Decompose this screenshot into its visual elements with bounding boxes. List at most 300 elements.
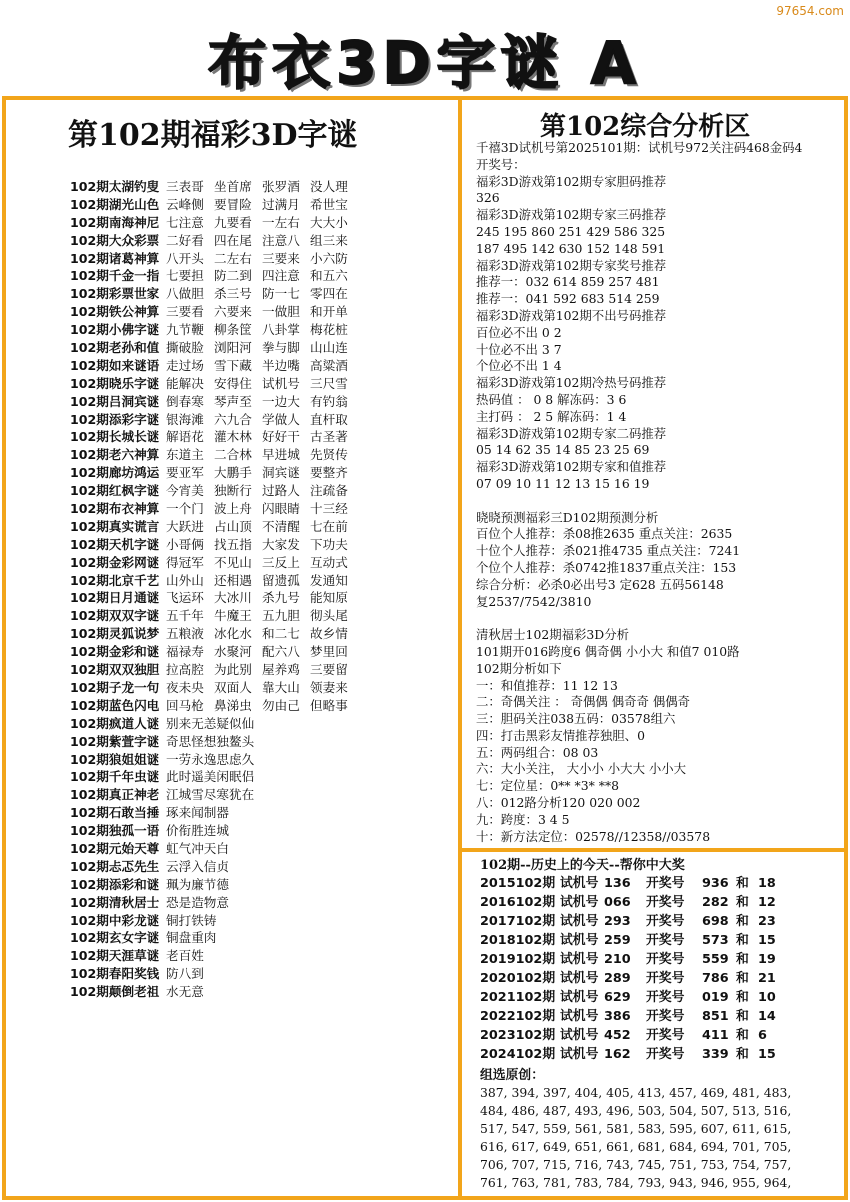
puzzle-clue: 鼻涕虫 bbox=[214, 697, 252, 713]
puzzle-row bbox=[70, 214, 456, 232]
puzzle-row bbox=[70, 625, 456, 643]
sum-label: 和 bbox=[736, 895, 749, 910]
sum-value: 19 bbox=[758, 952, 776, 967]
analysis-line: 福彩3D游戏第102期专家三码推荐 bbox=[476, 207, 667, 223]
puzzle-clue: 二合林 bbox=[214, 447, 252, 463]
puzzle-clue: 古圣著 bbox=[310, 429, 348, 445]
puzzle-clue: 柳条筐 bbox=[214, 322, 252, 338]
puzzle-clue: 五九胆 bbox=[262, 608, 300, 624]
puzzle-clue: 一劳永逸思虑久 bbox=[166, 751, 255, 767]
analysis-line: 综合分析：必杀0必出号3 定628 五码56148 bbox=[476, 576, 724, 592]
analysis-line: 百位必不出 0 2 bbox=[476, 324, 562, 340]
history-row bbox=[480, 874, 776, 893]
puzzle-row bbox=[70, 768, 456, 786]
draw-number: 339 bbox=[702, 1047, 729, 1062]
puzzle-clue: 云浮入信贞 bbox=[166, 858, 229, 874]
test-number-label: 试机号 bbox=[560, 895, 599, 910]
history-row bbox=[480, 1045, 776, 1064]
puzzle-source: 102期双双独胆 bbox=[70, 662, 160, 678]
history-row bbox=[480, 893, 776, 912]
puzzle-row bbox=[70, 250, 456, 268]
puzzle-source: 102期天涯草谜 bbox=[70, 948, 160, 964]
puzzle-row bbox=[70, 661, 456, 679]
puzzle-row bbox=[70, 303, 456, 321]
puzzle-clue: 不见山 bbox=[214, 554, 252, 570]
sum-value: 10 bbox=[758, 990, 776, 1005]
analysis-lines bbox=[476, 140, 842, 845]
puzzle-row bbox=[70, 196, 456, 214]
puzzle-source: 102期紫萱字谜 bbox=[70, 733, 160, 749]
puzzle-clue: 波上舟 bbox=[214, 501, 252, 517]
puzzle-source: 102期晓乐字谜 bbox=[70, 375, 160, 391]
puzzle-row bbox=[70, 411, 456, 429]
puzzle-clue: 要亚军 bbox=[166, 465, 204, 481]
analysis-line: 十位个人推荐：杀021推4735 重点关注：7241 bbox=[476, 543, 741, 559]
puzzle-clue: 四在尾 bbox=[214, 232, 252, 248]
puzzle-clue: 发通知 bbox=[310, 572, 348, 588]
puzzle-row bbox=[70, 339, 456, 357]
draw-number: 786 bbox=[702, 971, 729, 986]
puzzle-clue: 三要看 bbox=[166, 304, 204, 320]
puzzle-row bbox=[70, 804, 456, 822]
puzzle-row bbox=[70, 267, 456, 285]
puzzle-row bbox=[70, 607, 456, 625]
puzzle-row bbox=[70, 822, 456, 840]
analysis-line: 十：新方法定位：02578//12358//03578 bbox=[476, 828, 711, 844]
puzzle-clue: 回马枪 bbox=[166, 697, 204, 713]
puzzle-clue: 能知原 bbox=[310, 590, 348, 606]
puzzle-source: 102期老六神算 bbox=[70, 447, 160, 463]
draw-number-label: 开奖号 bbox=[646, 1047, 685, 1062]
puzzle-clue: 一边大 bbox=[262, 393, 300, 409]
puzzle-source: 102期千年虫谜 bbox=[70, 769, 160, 785]
puzzle-clue: 飞运环 bbox=[166, 590, 204, 606]
draw-number: 573 bbox=[702, 933, 729, 948]
combo-line: 616, 617, 649, 651, 661, 681, 684, 694, 701, 705, bbox=[480, 1139, 792, 1154]
history-row bbox=[480, 988, 776, 1007]
puzzle-source: 102期千金一指 bbox=[70, 268, 160, 284]
puzzle-clue: 防八到 bbox=[166, 966, 204, 982]
puzzle-clue: 四注意 bbox=[262, 268, 300, 284]
puzzle-source: 102期忐忑先生 bbox=[70, 858, 160, 874]
puzzle-clue: 独断行 bbox=[214, 483, 252, 499]
puzzle-clue: 洞宾谜 bbox=[262, 465, 300, 481]
analysis-line: 福彩3D游戏第102期冷热号码推荐 bbox=[476, 375, 667, 391]
puzzle-clue: 三尺雪 bbox=[310, 375, 348, 391]
puzzle-clue: 三要留 bbox=[310, 662, 348, 678]
puzzle-row bbox=[70, 858, 456, 876]
site-watermark: 97654.com bbox=[776, 4, 844, 18]
puzzle-row bbox=[70, 751, 456, 769]
puzzle-row bbox=[70, 428, 456, 446]
sum-value: 12 bbox=[758, 895, 776, 910]
puzzle-row bbox=[70, 697, 456, 715]
history-period: 2016102期 bbox=[480, 895, 556, 910]
puzzle-source: 102期铁公神算 bbox=[70, 304, 160, 320]
puzzle-source: 102期日月通谜 bbox=[70, 590, 160, 606]
analysis-line: 八：012路分析120 020 002 bbox=[476, 795, 641, 811]
puzzle-clue: 珮为廉节德 bbox=[166, 876, 229, 892]
history-period: 2020102期 bbox=[480, 971, 556, 986]
puzzle-source: 102期大众彩票 bbox=[70, 232, 160, 248]
puzzle-clue: 铜打铁铸 bbox=[166, 912, 217, 928]
puzzle-source: 102期南海神尼 bbox=[70, 214, 160, 230]
sum-value: 23 bbox=[758, 914, 776, 929]
puzzle-source: 102期狼姐姐谜 bbox=[70, 751, 160, 767]
puzzle-clue: 梦里回 bbox=[310, 644, 348, 660]
puzzle-clue: 老百姓 bbox=[166, 948, 204, 964]
history-panel bbox=[464, 852, 844, 1196]
draw-number: 282 bbox=[702, 895, 729, 910]
sum-value: 18 bbox=[758, 876, 776, 891]
puzzle-clue: 梅花桩 bbox=[310, 322, 348, 338]
puzzle-clue: 八开头 bbox=[166, 250, 204, 266]
puzzle-clue: 别来无恙疑似仙 bbox=[166, 715, 255, 731]
puzzle-clue: 希世宝 bbox=[310, 196, 348, 212]
puzzle-source: 102期疯道人谜 bbox=[70, 715, 160, 731]
test-number: 289 bbox=[604, 971, 631, 986]
puzzle-source: 102期彩票世家 bbox=[70, 286, 160, 302]
puzzle-clue: 坐首席 bbox=[214, 179, 252, 194]
puzzle-clue: 东道主 bbox=[166, 447, 204, 463]
analysis-line: 主打码 ： 2 5 解冻码：1 4 bbox=[476, 408, 627, 424]
puzzle-row bbox=[70, 500, 456, 518]
puzzle-clue: 福禄寿 bbox=[166, 644, 204, 660]
test-number-label: 试机号 bbox=[560, 876, 599, 891]
analysis-line: 326 bbox=[476, 190, 500, 206]
sum-label: 和 bbox=[736, 952, 749, 967]
puzzle-clue: 早进城 bbox=[262, 447, 300, 463]
draw-number-label: 开奖号 bbox=[646, 876, 685, 891]
puzzle-clue: 二好看 bbox=[166, 232, 204, 248]
puzzle-clue: 三要来 bbox=[262, 250, 300, 266]
puzzle-clue: 试机号 bbox=[262, 375, 300, 391]
puzzle-row bbox=[70, 536, 456, 554]
puzzle-clue: 八做胆 bbox=[166, 286, 204, 302]
puzzle-clue: 一个门 bbox=[166, 501, 204, 517]
column-divider bbox=[458, 100, 462, 1200]
puzzle-source: 102期子龙一句 bbox=[70, 679, 160, 695]
puzzle-source: 102期玄女字谜 bbox=[70, 930, 160, 946]
puzzle-source: 102期天机字谜 bbox=[70, 536, 160, 552]
test-number-label: 试机号 bbox=[560, 952, 599, 967]
puzzle-clue: 江城雪尽寒犹在 bbox=[166, 787, 255, 803]
combo-line: 517, 547, 559, 561, 581, 583, 595, 607, 611, 615, bbox=[480, 1121, 792, 1136]
puzzle-row bbox=[70, 572, 456, 590]
puzzle-clue: 走过场 bbox=[166, 357, 204, 373]
puzzle-source: 102期真实谎言 bbox=[70, 518, 160, 534]
puzzle-row bbox=[70, 482, 456, 500]
puzzle-clue: 闪眼睛 bbox=[262, 501, 300, 517]
draw-number: 559 bbox=[702, 952, 729, 967]
draw-number-label: 开奖号 bbox=[646, 914, 685, 929]
puzzle-row bbox=[70, 393, 456, 411]
puzzle-clue: 不清醒 bbox=[262, 518, 300, 534]
puzzle-clue: 拳与脚 bbox=[262, 340, 300, 356]
puzzle-source: 102期老孙和值 bbox=[70, 340, 160, 356]
test-number: 293 bbox=[604, 914, 631, 929]
analysis-line: 九：跨度：3 4 5 bbox=[476, 811, 570, 827]
history-period: 2023102期 bbox=[480, 1028, 556, 1043]
analysis-line: 十位必不出 3 7 bbox=[476, 341, 562, 357]
puzzle-clue: 三表哥 bbox=[166, 179, 204, 194]
sum-label: 和 bbox=[736, 1028, 749, 1043]
history-period: 2019102期 bbox=[480, 952, 556, 967]
test-number: 136 bbox=[604, 876, 631, 891]
test-number-label: 试机号 bbox=[560, 971, 599, 986]
puzzle-clue: 二左右 bbox=[214, 250, 252, 266]
analysis-line: 复2537/7542/3810 bbox=[476, 593, 592, 609]
puzzle-clue: 山山连 bbox=[310, 340, 348, 356]
puzzle-clue: 屋养鸡 bbox=[262, 662, 300, 678]
puzzle-clue: 高粱酒 bbox=[310, 357, 348, 373]
puzzle-clue: 但略事 bbox=[310, 697, 348, 713]
history-row bbox=[480, 1026, 776, 1045]
analysis-line: 福彩3D游戏第102期专家胆码推荐 bbox=[476, 173, 667, 189]
puzzle-panel-title: 第102期福彩3D字谜 bbox=[68, 118, 358, 153]
puzzle-clue: 小哥俩 bbox=[166, 536, 204, 552]
history-row bbox=[480, 969, 776, 988]
history-period: 2017102期 bbox=[480, 914, 556, 929]
analysis-line: 推荐一：032 614 859 257 481 bbox=[476, 274, 660, 290]
test-number: 629 bbox=[604, 990, 631, 1005]
puzzle-clue: 占山顶 bbox=[214, 518, 252, 534]
puzzle-source: 102期太湖钓叟 bbox=[70, 179, 160, 194]
analysis-line: 晓晓预测福彩三D102期预测分析 bbox=[476, 509, 659, 525]
puzzle-clue: 此时遥美闲眠侣 bbox=[166, 769, 255, 785]
puzzle-row bbox=[70, 321, 456, 339]
analysis-line: 07 09 10 11 12 13 15 16 19 bbox=[476, 475, 650, 491]
analysis-line: 101期开016跨度6 偶奇偶 小小大 和值7 010路 bbox=[476, 643, 740, 659]
analysis-line: 福彩3D游戏第102期专家二码推荐 bbox=[476, 425, 667, 441]
puzzle-clue: 和开单 bbox=[310, 304, 348, 320]
analysis-line: 福彩3D游戏第102期专家奖号推荐 bbox=[476, 257, 667, 273]
test-number-label: 试机号 bbox=[560, 1028, 599, 1043]
test-number: 259 bbox=[604, 933, 631, 948]
puzzle-clue: 雪下藏 bbox=[214, 357, 252, 373]
history-period: 2022102期 bbox=[480, 1009, 556, 1024]
analysis-spacer bbox=[476, 610, 842, 627]
puzzle-clue: 靠大山 bbox=[262, 679, 300, 695]
puzzle-clue: 银海滩 bbox=[166, 411, 204, 427]
puzzle-source: 102期小佛字谜 bbox=[70, 322, 160, 338]
puzzle-clue: 大跃进 bbox=[166, 518, 204, 534]
analysis-line: 二：奇偶关注 ： 奇偶偶 偶奇奇 偶偶奇 bbox=[476, 694, 691, 710]
test-number-label: 试机号 bbox=[560, 990, 599, 1005]
test-number-label: 试机号 bbox=[560, 914, 599, 929]
sum-label: 和 bbox=[736, 914, 749, 929]
puzzle-source: 102期廊坊鸿运 bbox=[70, 465, 160, 481]
puzzle-clue: 大鹏手 bbox=[214, 465, 252, 481]
puzzle-clue: 安得住 bbox=[214, 375, 252, 391]
puzzle-row bbox=[70, 947, 456, 965]
puzzle-clue: 大家发 bbox=[262, 536, 300, 552]
puzzle-row bbox=[70, 983, 456, 1001]
analysis-line: 热码值 ： 0 8 解冻码：3 6 bbox=[476, 391, 627, 407]
puzzle-clue: 零四在 bbox=[310, 286, 348, 302]
analysis-line: 一：和值推荐：11 12 13 bbox=[476, 677, 618, 693]
puzzle-source: 102期金彩网谜 bbox=[70, 554, 160, 570]
analysis-line: 五：两码组合：08 03 bbox=[476, 744, 599, 760]
puzzle-row bbox=[70, 894, 456, 912]
puzzle-source: 102期添彩字谜 bbox=[70, 411, 160, 427]
puzzle-clue: 奇思怪想独鳌头 bbox=[166, 733, 255, 749]
puzzle-clue: 和二七 bbox=[262, 626, 300, 642]
puzzle-clue: 九要看 bbox=[214, 214, 252, 230]
puzzle-source: 102期独孤一语 bbox=[70, 823, 160, 839]
puzzle-clue: 防二到 bbox=[214, 268, 252, 284]
draw-number: 851 bbox=[702, 1009, 729, 1024]
puzzle-row bbox=[70, 178, 456, 196]
puzzle-clue: 和五六 bbox=[310, 268, 348, 284]
puzzle-clue: 今宵美 bbox=[166, 483, 204, 499]
combo-line: 761, 763, 781, 783, 784, 793, 943, 946, 955, 964, bbox=[480, 1175, 792, 1190]
puzzle-clue: 浏阳河 bbox=[214, 340, 252, 356]
puzzle-clue: 七在前 bbox=[310, 518, 348, 534]
draw-number: 019 bbox=[702, 990, 729, 1005]
draw-number-label: 开奖号 bbox=[646, 971, 685, 986]
draw-number-label: 开奖号 bbox=[646, 1028, 685, 1043]
analysis-line: 福彩3D游戏第102期不出号码推荐 bbox=[476, 307, 667, 323]
puzzle-clue: 冰化水 bbox=[214, 626, 252, 642]
sum-value: 6 bbox=[758, 1028, 767, 1043]
puzzle-source: 102期红枫字谜 bbox=[70, 483, 160, 499]
draw-number-label: 开奖号 bbox=[646, 952, 685, 967]
puzzle-clue: 七要担 bbox=[166, 268, 204, 284]
history-period: 2015102期 bbox=[480, 876, 556, 891]
test-number: 066 bbox=[604, 895, 631, 910]
sum-label: 和 bbox=[736, 990, 749, 1005]
puzzle-row bbox=[70, 786, 456, 804]
analysis-line: 187 495 142 630 152 148 591 bbox=[476, 240, 666, 256]
puzzle-clue: 领妻来 bbox=[310, 679, 348, 695]
history-period: 2018102期 bbox=[480, 933, 556, 948]
history-row bbox=[480, 931, 776, 950]
puzzle-source: 102期春阳奖钱 bbox=[70, 966, 160, 982]
sum-value: 14 bbox=[758, 1009, 776, 1024]
puzzle-clue: 夜未央 bbox=[166, 679, 204, 695]
puzzle-clue: 注疏备 bbox=[310, 483, 348, 499]
puzzle-clue: 要冒险 bbox=[214, 196, 252, 212]
puzzle-source: 102期如来谜语 bbox=[70, 357, 160, 373]
puzzle-row bbox=[70, 715, 456, 733]
puzzle-clue: 拉高腔 bbox=[166, 662, 204, 678]
puzzle-clue: 撕破脸 bbox=[166, 340, 204, 356]
analysis-spacer bbox=[476, 493, 842, 510]
puzzle-clue: 彻头尾 bbox=[310, 608, 348, 624]
puzzle-clue: 虹气冲天白 bbox=[166, 840, 229, 856]
puzzle-row bbox=[70, 589, 456, 607]
puzzle-clue: 六要来 bbox=[214, 304, 252, 320]
puzzle-clue: 学做人 bbox=[262, 411, 300, 427]
puzzle-row bbox=[70, 232, 456, 250]
puzzle-row bbox=[70, 965, 456, 983]
combo-list bbox=[480, 1084, 791, 1192]
puzzle-clue: 注意八 bbox=[262, 232, 300, 248]
puzzle-clue: 恐是造物意 bbox=[166, 894, 229, 910]
sum-value: 15 bbox=[758, 1047, 776, 1062]
puzzle-clue: 过满月 bbox=[262, 196, 300, 212]
draw-number: 698 bbox=[702, 914, 729, 929]
puzzle-clue: 互动式 bbox=[310, 554, 348, 570]
sum-value: 15 bbox=[758, 933, 776, 948]
analysis-panel bbox=[464, 102, 844, 846]
puzzle-row bbox=[70, 285, 456, 303]
puzzle-clue: 一做胆 bbox=[262, 304, 300, 320]
draw-number-label: 开奖号 bbox=[646, 895, 685, 910]
combo-label: 组选原创： bbox=[480, 1068, 544, 1083]
puzzle-clue: 五粮液 bbox=[166, 626, 204, 642]
puzzle-clue: 三反上 bbox=[262, 554, 300, 570]
test-number-label: 试机号 bbox=[560, 933, 599, 948]
history-period: 2021102期 bbox=[480, 990, 556, 1005]
test-number: 210 bbox=[604, 952, 631, 967]
analysis-line: 百位个人推荐：杀08推2635 重点关注：2635 bbox=[476, 526, 733, 542]
analysis-line: 05 14 62 35 14 85 23 25 69 bbox=[476, 442, 650, 458]
puzzle-source: 102期真正神老 bbox=[70, 787, 160, 803]
analysis-line: 推荐一：041 592 683 514 259 bbox=[476, 291, 660, 307]
sum-label: 和 bbox=[736, 1009, 749, 1024]
puzzle-clue: 七注意 bbox=[166, 214, 204, 230]
puzzle-clue: 故乡情 bbox=[310, 626, 348, 642]
puzzle-source: 102期布衣神算 bbox=[70, 501, 160, 517]
combo-line: 484, 486, 487, 493, 496, 503, 504, 507, 513, 516, bbox=[480, 1103, 792, 1118]
puzzle-panel bbox=[8, 102, 456, 1196]
puzzle-source: 102期长城长谜 bbox=[70, 429, 160, 445]
puzzle-clue: 解语花 bbox=[166, 429, 204, 445]
test-number-label: 试机号 bbox=[560, 1009, 599, 1024]
puzzle-clue: 有钓翁 bbox=[310, 393, 348, 409]
puzzle-row bbox=[70, 876, 456, 894]
puzzle-clue: 十三经 bbox=[310, 501, 348, 517]
puzzle-row bbox=[70, 464, 456, 482]
puzzle-clue: 水聚河 bbox=[214, 644, 252, 660]
analysis-line: 102期分析如下 bbox=[476, 660, 562, 676]
puzzle-source: 102期元始天尊 bbox=[70, 840, 160, 856]
puzzle-row bbox=[70, 679, 456, 697]
combo-line: 706, 707, 715, 716, 743, 745, 751, 753, 754, 757, bbox=[480, 1157, 792, 1172]
puzzle-clue: 琢来闻制器 bbox=[166, 805, 229, 821]
puzzle-clue: 杀三号 bbox=[214, 286, 252, 302]
puzzle-source: 102期中彩龙谜 bbox=[70, 912, 160, 928]
draw-number-label: 开奖号 bbox=[646, 990, 685, 1005]
test-number-label: 试机号 bbox=[560, 1047, 599, 1062]
puzzle-source: 102期蓝色闪电 bbox=[70, 697, 160, 713]
puzzle-row bbox=[70, 912, 456, 930]
puzzle-clue: 双面人 bbox=[214, 679, 252, 695]
puzzle-clue: 大大小 bbox=[310, 214, 348, 230]
puzzle-source: 102期湖光山色 bbox=[70, 196, 160, 212]
draw-number: 936 bbox=[702, 876, 729, 891]
puzzle-source: 102期诸葛神算 bbox=[70, 250, 160, 266]
puzzle-clue: 八卦掌 bbox=[262, 322, 300, 338]
puzzle-source: 102期吕洞宾谜 bbox=[70, 393, 160, 409]
puzzle-clue: 要整齐 bbox=[310, 465, 348, 481]
puzzle-row bbox=[70, 357, 456, 375]
puzzle-clue: 灌木林 bbox=[214, 429, 252, 445]
test-number: 452 bbox=[604, 1028, 631, 1043]
sum-label: 和 bbox=[736, 933, 749, 948]
combo-line: 387, 394, 397, 404, 405, 413, 457, 469, 481, 483, bbox=[480, 1085, 792, 1100]
sum-label: 和 bbox=[736, 971, 749, 986]
test-number: 386 bbox=[604, 1009, 631, 1024]
puzzle-row bbox=[70, 446, 456, 464]
analysis-line: 福彩3D游戏第102期专家和值推荐 bbox=[476, 459, 667, 475]
puzzle-clue: 过路人 bbox=[262, 483, 300, 499]
puzzle-row bbox=[70, 554, 456, 572]
puzzle-clue: 价衔胜连城 bbox=[166, 823, 229, 839]
puzzle-clue: 找五指 bbox=[214, 536, 252, 552]
